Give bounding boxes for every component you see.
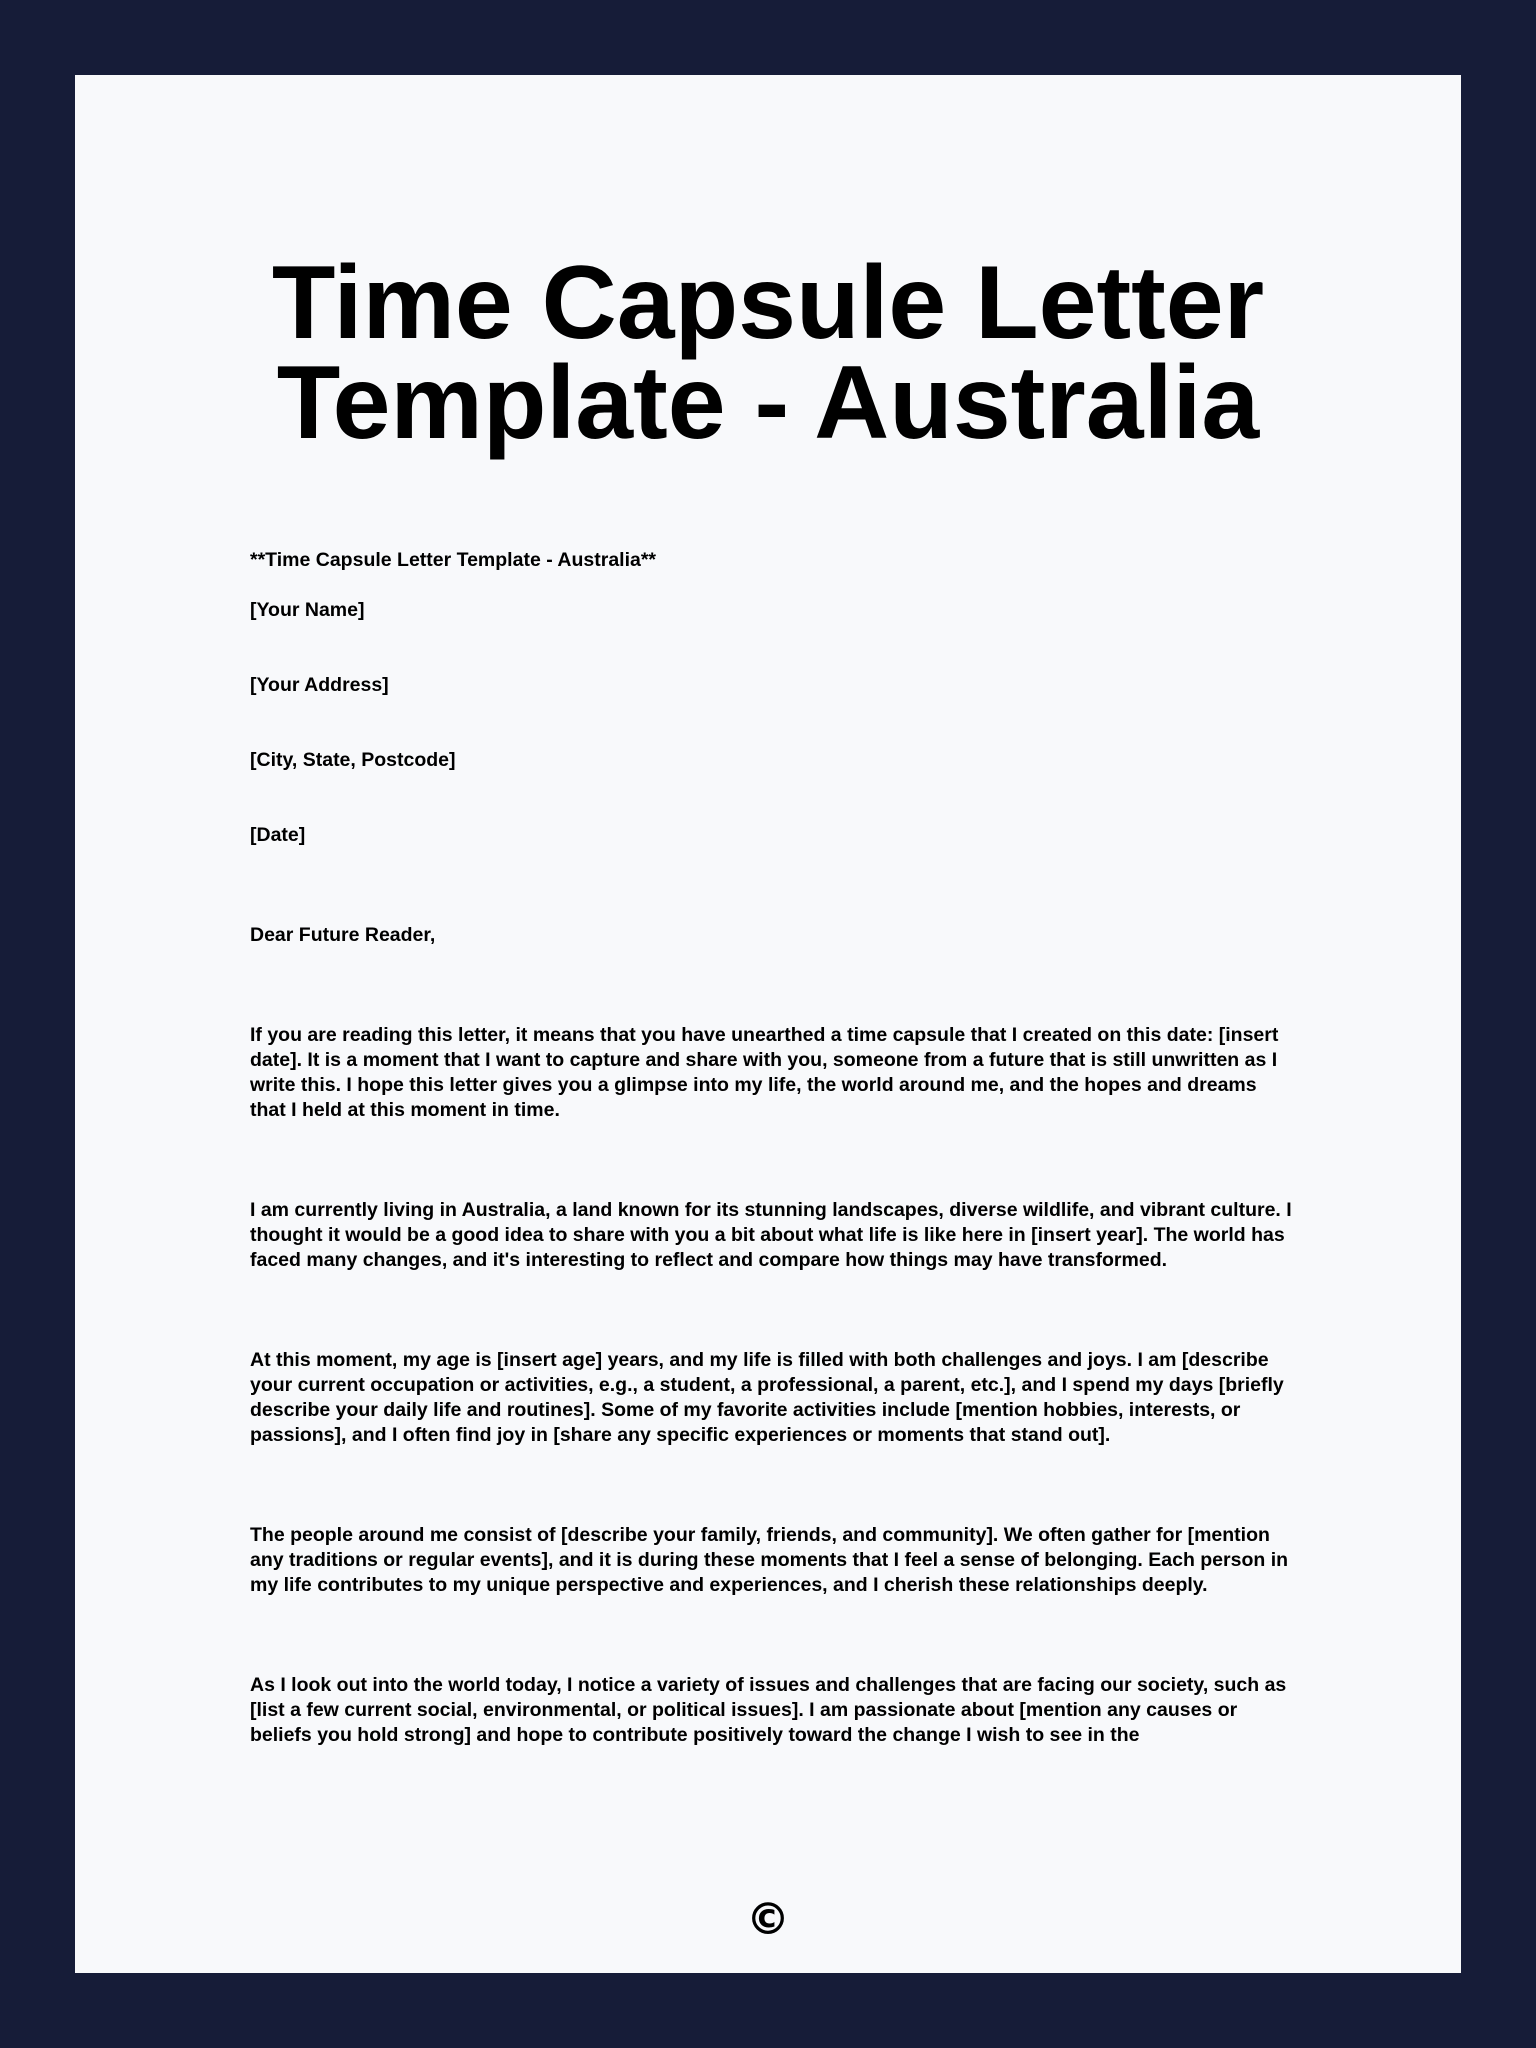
paragraph-australia: I am currently living in Australia, a land known for its stunning landscapes, diverse wildlife, and vibrant culture. I thought it would be a good idea to share with you a bit about what life is like here in [insert year]. The world has faced many changes, and it's interesting to reflect and compare how things may have transformed. xyxy=(250,1199,1292,1271)
page-title xyxy=(75,245,1461,461)
address-line-address: [Your Address] xyxy=(250,674,389,696)
copyright-icon: © xyxy=(746,1894,790,1945)
address-line-city: [City, State, Postcode] xyxy=(250,749,456,771)
letter-subheading: **Time Capsule Letter Template - Australia** xyxy=(250,549,657,571)
paragraph-world: As I look out into the world today, I notice a variety of issues and challenges that are facing our society, such as [list a few current social, environmental, or political issues]. I am passionate about [mention any causes or beliefs you hold strong] and hope to contribute positively toward the change I wish to see in the xyxy=(250,1674,1287,1746)
salutation: Dear Future Reader, xyxy=(250,924,436,946)
address-line-name: [Your Name] xyxy=(250,599,365,621)
address-line-date: [Date] xyxy=(250,824,306,846)
document-page xyxy=(75,75,1461,1973)
paragraph-life: At this moment, my age is [insert age] years, and my life is filled with both challenges and joys. I am [describe your current occupation or activities, e.g., a student, a professional, a parent, etc.], and I spend my days [briefly describe your daily life and routines]. Some of my favorite activities include [mention hobbies, interests, or passions], and I often find joy in [share any specific experiences or moments that stand out]. xyxy=(250,1349,1284,1446)
title-line-2: Template - Australia xyxy=(276,345,1260,461)
letter-body xyxy=(250,548,1295,1823)
title-line-1: Time Capsule Letter xyxy=(271,245,1265,361)
paragraph-people: The people around me consist of [describe your family, friends, and community]. We often gather for [mention any traditions or regular events], and it is during these moments that I feel a sense of belonging. Each person in my life contributes to my unique perspective and experiences, and I cherish these relationships deeply. xyxy=(250,1524,1289,1596)
paragraph-intro: If you are reading this letter, it means that you have unearthed a time capsule that I created on this date: [insert date]. It is a moment that I want to capture and share with you, someone from a future that is still unwritten as I write this. I hope this letter gives you a glimpse into my life, the world around me, and the hopes and dreams that I held at this moment in time. xyxy=(250,1024,1279,1121)
